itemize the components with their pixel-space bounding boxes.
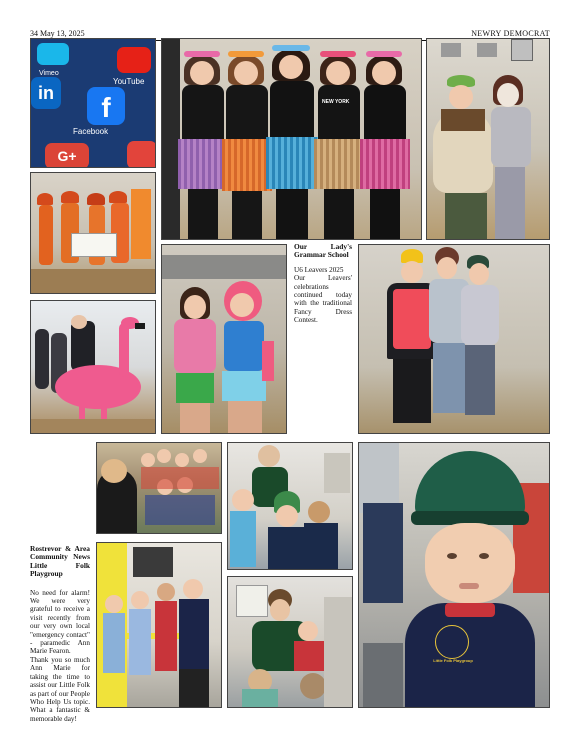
paper-name: NEWRY DEMOCRAT <box>471 29 550 38</box>
photo-hula-girls <box>161 38 422 240</box>
photo-hi-vis-group <box>358 244 550 434</box>
playgroup-badge-text: Little Folk Playgroup <box>433 658 473 663</box>
vimeo-label: Vimeo <box>39 70 59 77</box>
photo-girls-orange <box>30 172 156 294</box>
story-fancy-dress-subhead: U6 Leavers 2025 <box>294 265 344 274</box>
page-date: 34 May 13, 2025 <box>30 29 85 38</box>
photo-kids-ambulance-door <box>96 542 222 708</box>
playgroup-badge <box>435 625 469 659</box>
facebook-label: Facebook <box>73 127 109 136</box>
story-little-folk-para-2: Thank you so much Ann Marie for taking the time to assist our Little Folk as part of our People Who Help Us topic. What a fantastic & memorable day! <box>30 655 90 723</box>
story-fancy-dress-body: Our Leavers' celebrations continued today with the traditional Fancy Dress Contest. <box>294 274 352 325</box>
photo-social-apps <box>30 38 156 168</box>
story-fancy-dress <box>294 243 352 325</box>
linkedin-app-icon <box>31 77 61 109</box>
facebook-glyph: f <box>101 92 111 123</box>
youtube-label: YouTube <box>113 77 145 86</box>
photo-paramedic-exam <box>227 576 353 708</box>
app-icon <box>127 141 156 168</box>
photo-flamingo <box>30 300 156 434</box>
google-plus-glyph: G+ <box>57 148 77 164</box>
photo-scarecrow <box>426 38 550 240</box>
google-plus-app-icon <box>45 143 89 168</box>
story-little-folk-headline: Rostrevor & Area Community News Little Folk Playgroup <box>30 544 90 579</box>
photo-pink-blue-costumes <box>161 244 287 434</box>
youtube-app-icon <box>117 47 151 73</box>
photo-playgroup-floor <box>96 442 222 534</box>
photo-boy-helmet <box>358 442 550 708</box>
facebook-app-icon <box>87 87 125 125</box>
vimeo-app-icon <box>37 43 69 65</box>
shirt-new-york-text: NEW YORK <box>322 99 350 105</box>
story-little-folk-para-1: No need for alarm! We were very grateful to receive a visit recently from our very own local "emergency contact" - paramedic Ann Marie Fearon. <box>30 588 90 656</box>
story-little-folk <box>30 545 90 723</box>
linkedin-glyph: in <box>38 83 54 103</box>
story-fancy-dress-headline: Our Lady's Grammar School <box>294 242 352 260</box>
photo-paramedic-kids <box>227 442 353 570</box>
